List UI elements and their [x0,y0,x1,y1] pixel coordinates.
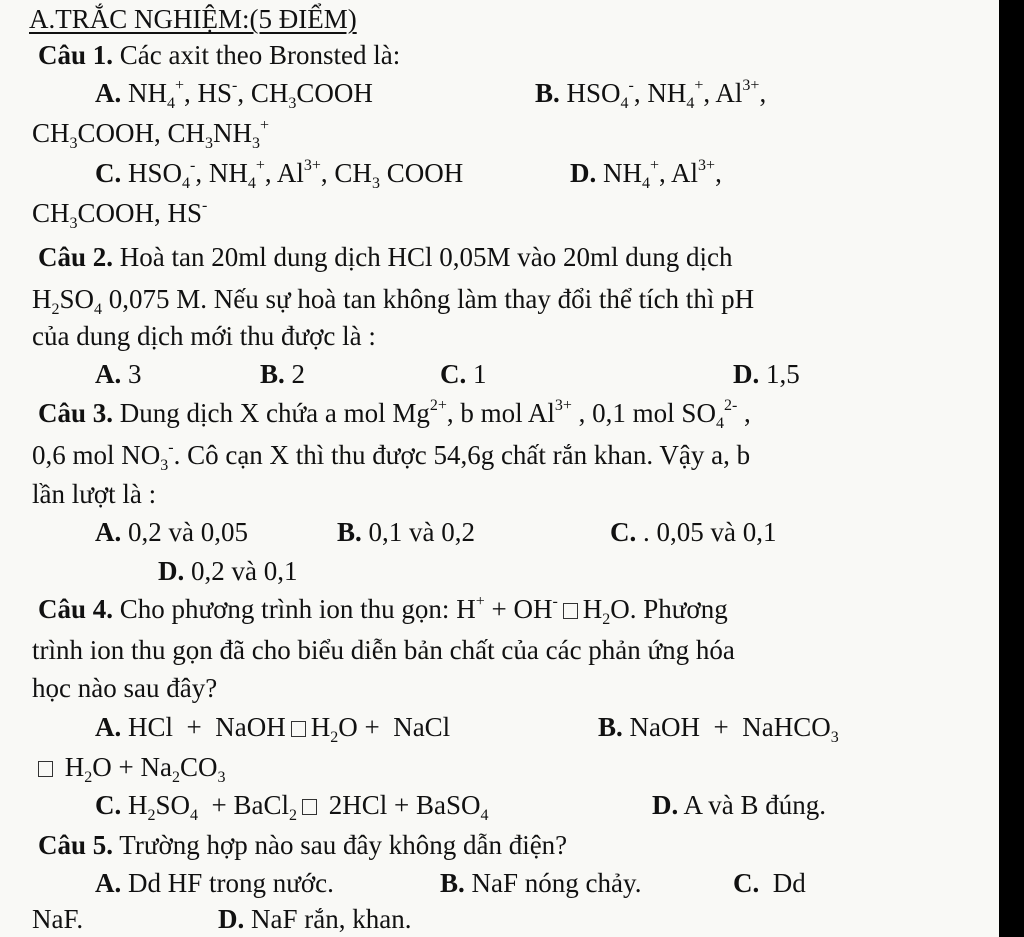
question-2: Câu 2. Hoà tan 20ml dung dịch HCl 0,05M vào 20ml dung dịch [38,242,733,272]
question-4-line-2: trình ion thu gọn đã cho biểu diễn bản chất của các phản ứng hóa [32,635,735,665]
arrow-placeholder-icon [563,603,578,619]
arrow-placeholder-icon [302,799,317,815]
question-1-text: Các axit theo Bronsted là: [119,40,401,70]
question-3-line-2: 0,6 mol $NO_3^-$. Cô cạn X thì thu được 54,6g chất rắn khan. Vậy a, b [32,439,751,474]
question-5: Câu 5. Trường hợp nào sau đây không dẫn điện? [38,830,568,860]
question-3-option-d: D. 0,2 và 0,1 [158,556,298,586]
question-3-line-3: lần lượt là : [32,479,157,509]
question-3-option-b: B. 0,1 và 0,2 [337,517,475,547]
question-5-option-c-cont: NaF. [32,904,84,934]
right-edge-bar [999,0,1024,937]
question-2-line-3: của dung dịch mới thu được là : [32,321,376,351]
question-4: Câu 4. Cho phương trình ion thu gọn: H+ + OH- $H_2O$. Phương [38,593,728,628]
question-4-option-c: C. $H_2SO_4$ + BaCl$_2$ 2HCl + BaSO$_4$ [95,790,489,824]
question-3-option-c: C. . 0,05 và 0,1 [610,517,777,547]
question-1-option-c: C. $HSO_4^-$, $NH_4^+$, $Al^{3+}$, $CH_3$ COOH [95,157,464,192]
question-4-line-3: học nào sau đây? [32,673,218,703]
question-1-option-d-cont: $CH_3COOH$, HS- [32,197,208,232]
question-2-option-a: A. 3 [95,359,142,389]
question-2-option-d: D. 1,5 [733,359,800,389]
question-2-option-c: C. 1 [440,359,487,389]
question-5-option-a: A. Dd HF trong nước. [95,868,334,898]
question-2-line-2: $H_2SO_4$ 0,075 M. Nếu sự hoà tan không làm thay đổi thể tích thì pH [32,284,755,318]
question-1-option-a: A. $NH_4^+$, HS-, $CH_3COOH$ [95,77,373,112]
question-1-label: Câu 1. [38,40,114,70]
question-4-option-a: A. HCl + NaOH $H_2O$ + NaCl [95,712,451,746]
arrow-placeholder-icon [291,721,306,737]
question-5-option-d: D. NaF rắn, khan. [218,904,412,934]
section-header: A.TRẮC NGHIỆM:(5 ĐIỂM) [29,4,357,34]
question-3-option-a: A. 0,2 và 0,05 [95,517,248,547]
question-1-option-b: B. $HSO_4^-$, $NH_4^+$, $Al^{3+}$, [535,77,767,112]
question-1-option-b-cont: $CH_3COOH$, $CH_3NH_3^+$ [32,117,270,152]
question-5-option-b: B. NaF nóng chảy. [440,868,642,898]
question-1-option-d: D. $NH_4^+$, $Al^{3+}$, [570,157,722,192]
question-2-option-b: B. 2 [260,359,306,389]
question-5-option-c: C. Dd [733,868,806,898]
question-3: Câu 3. Dung dịch X chứa a mol $Mg^{2+}$, b mol $Al^{3+}$ , 0,1 mol $SO_4^{2-}$ , [38,397,751,432]
arrow-placeholder-icon [38,761,53,777]
question-1 [38,38,400,72]
question-4-option-b: B. NaOH + NaHCO$_3$ [598,712,839,746]
question-4-option-b-cont: $H_2O + Na_2CO_3$ [38,750,225,784]
question-4-option-d: D. A và B đúng. [652,790,827,820]
